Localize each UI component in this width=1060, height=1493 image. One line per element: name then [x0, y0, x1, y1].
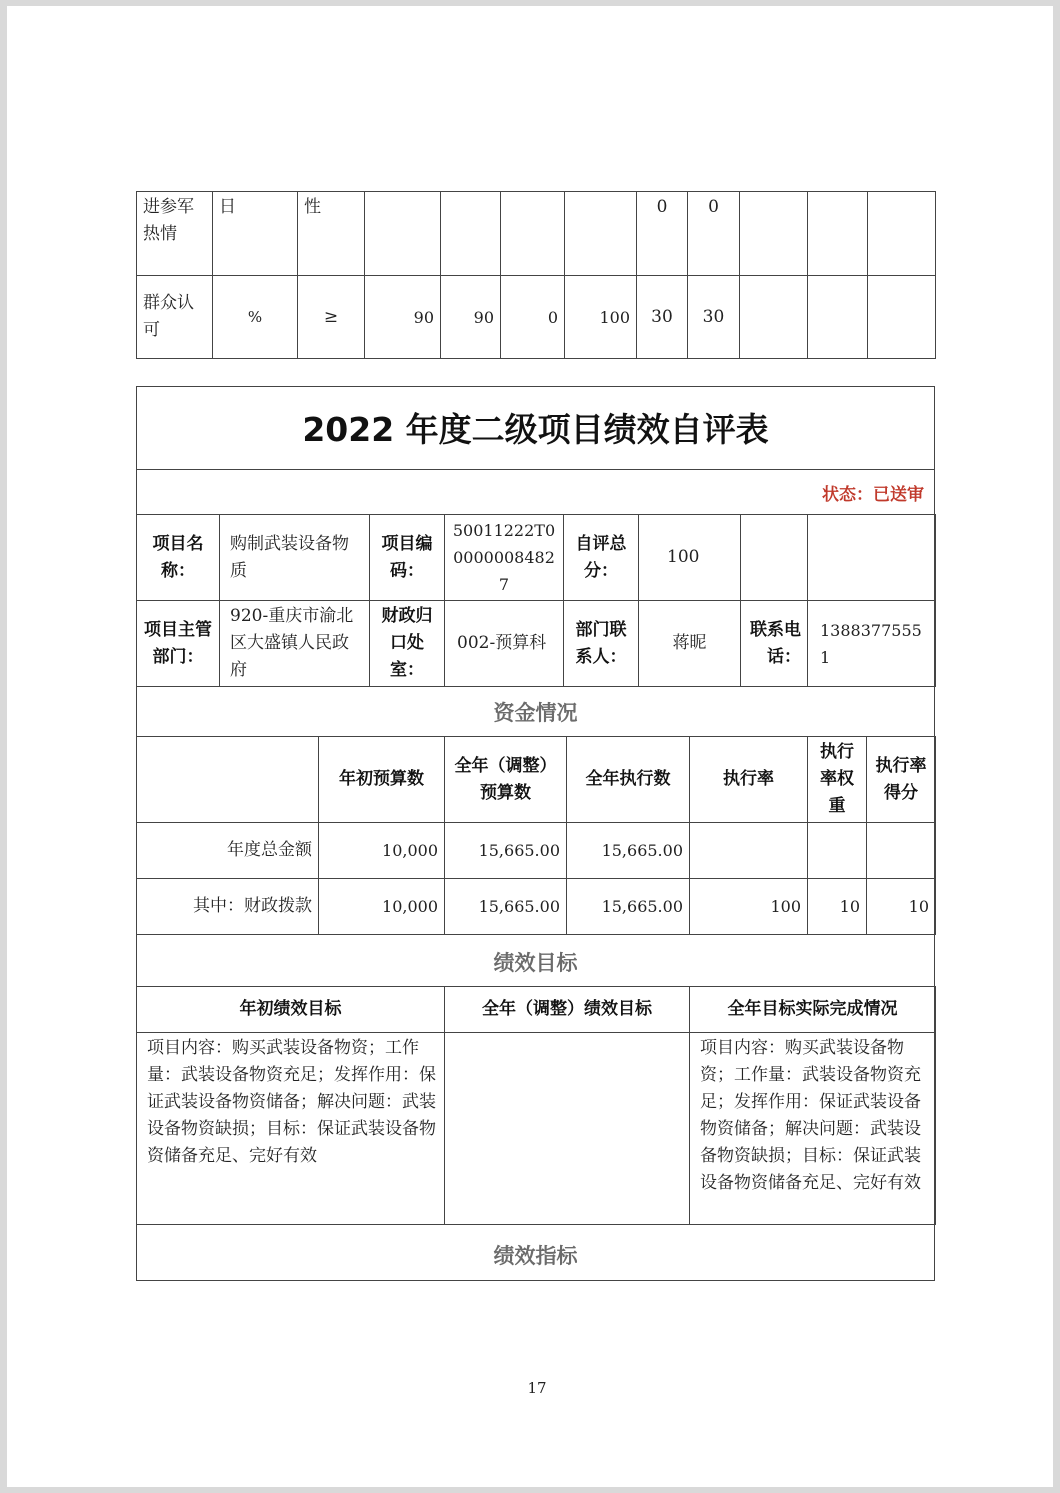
- empty-cell: [808, 276, 868, 359]
- empty-cell: [565, 192, 637, 276]
- table-row: [137, 737, 936, 823]
- adjusted-goal-text: [445, 1033, 690, 1225]
- rate-value: [690, 823, 808, 879]
- rate-value: 100: [690, 879, 808, 935]
- empty-cell: [741, 515, 808, 601]
- funds-section-title: 资金情况: [493, 701, 578, 725]
- weight-cell: 0: [637, 192, 688, 276]
- weight-cell: 30: [637, 276, 688, 359]
- table-row: [137, 987, 936, 1033]
- actual-completion-text: 项目内容：购买武装设备物资；工作量：武装设备物资充足；发挥作用：保证武装设备物资储备；解决问题：武装设备物资缺损；目标：保证武装设备物资储备充足、完好有效: [690, 1033, 936, 1225]
- page-number: 17: [527, 1379, 547, 1397]
- empty-cell: [868, 276, 936, 359]
- header-rate-weight: 执行率权重: [808, 737, 867, 823]
- empty-cell: [740, 276, 808, 359]
- score-value: 100: [639, 515, 741, 601]
- goals-section-title: 绩效目标: [493, 951, 578, 975]
- row-label: 其中：财政拨款: [137, 879, 319, 935]
- weight-value: 10: [808, 879, 867, 935]
- header-adjusted-goal: 全年（调整）绩效目标: [445, 987, 690, 1033]
- previous-indicator-table: [136, 191, 936, 359]
- target-cell: 90: [365, 276, 441, 359]
- initial-goal-text: 项目内容：购买武装设备物资；工作量：武装设备物资充足；发挥作用：保证武装设备物资储备；解决问题：武装设备物资缺损；目标：保证武装设备物资储备充足、完好有效: [137, 1033, 445, 1225]
- header-initial-goal: 年初绩效目标: [137, 987, 445, 1033]
- form-title: 2022 年度二级项目绩效自评表: [302, 410, 769, 449]
- contact-value: 蒋昵: [639, 601, 741, 687]
- indicator-name-cell: 群众认可: [137, 276, 213, 359]
- score-cell: 30: [688, 276, 740, 359]
- dept-label: 项目主管部门：: [137, 601, 220, 687]
- adjusted-target-cell: 90: [441, 276, 501, 359]
- indicator-name-cell: 进参军热情: [137, 192, 213, 276]
- funds-table: [136, 736, 936, 935]
- header-rate-score: 执行率得分: [867, 737, 936, 823]
- project-name-label: 项目名称：: [137, 515, 220, 601]
- score-label: 自评总分：: [564, 515, 639, 601]
- empty-cell: [365, 192, 441, 276]
- empty-cell: [808, 192, 868, 276]
- phone-value: 13883775551: [808, 601, 936, 687]
- initial-value: 10,000: [319, 879, 445, 935]
- empty-cell: [501, 192, 565, 276]
- operator-cell: 性: [298, 192, 365, 276]
- table-row: [137, 192, 936, 276]
- adjusted-value: 15,665.00: [445, 823, 567, 879]
- divider: [136, 469, 935, 470]
- score-value: [867, 823, 936, 879]
- value-cell: 0: [501, 276, 565, 359]
- empty-cell: [740, 192, 808, 276]
- initial-value: 10,000: [319, 823, 445, 879]
- empty-cell: [868, 192, 936, 276]
- executed-value: 15,665.00: [567, 823, 690, 879]
- header-actual-completion: 全年目标实际完成情况: [690, 987, 936, 1033]
- office-label: 财政归口处室：: [370, 601, 445, 687]
- adjusted-value: 15,665.00: [445, 879, 567, 935]
- contact-label: 部门联系人：: [564, 601, 639, 687]
- table-row: [137, 823, 936, 879]
- project-name-value: 购制武装设备物质: [220, 515, 370, 601]
- empty-cell: [808, 515, 936, 601]
- goals-table: [136, 986, 936, 1225]
- weight-value: [808, 823, 867, 879]
- table-row: [137, 601, 936, 687]
- row-label: 年度总金额: [137, 823, 319, 879]
- office-value: 002-预算科: [445, 601, 564, 687]
- indicators-section-title: 绩效指标: [493, 1244, 578, 1268]
- project-code-label: 项目编码：: [370, 515, 445, 601]
- header-initial-budget: 年初预算数: [319, 737, 445, 823]
- header-executed: 全年执行数: [567, 737, 690, 823]
- project-code-value: 50011222T000000084827: [445, 515, 564, 601]
- project-info-table: [136, 514, 936, 687]
- header-rate: 执行率: [690, 737, 808, 823]
- score-value: 10: [867, 879, 936, 935]
- score-cell: 0: [688, 192, 740, 276]
- dept-value: 920-重庆市渝北区大盛镇人民政府: [220, 601, 370, 687]
- table-row: [137, 515, 936, 601]
- executed-value: 15,665.00: [567, 879, 690, 935]
- table-row: [137, 276, 936, 359]
- unit-cell: %: [213, 276, 298, 359]
- operator-cell: ≥: [298, 276, 365, 359]
- empty-cell: [441, 192, 501, 276]
- unit-cell: 日: [213, 192, 298, 276]
- phone-label: 联系电话：: [741, 601, 808, 687]
- document-page: [7, 6, 1053, 1487]
- empty-cell: [137, 737, 319, 823]
- table-row: [137, 1033, 936, 1225]
- status-badge: 状态：已送审: [822, 485, 924, 505]
- actual-cell: 100: [565, 276, 637, 359]
- table-row: [137, 879, 936, 935]
- header-adjusted-budget: 全年（调整）预算数: [445, 737, 567, 823]
